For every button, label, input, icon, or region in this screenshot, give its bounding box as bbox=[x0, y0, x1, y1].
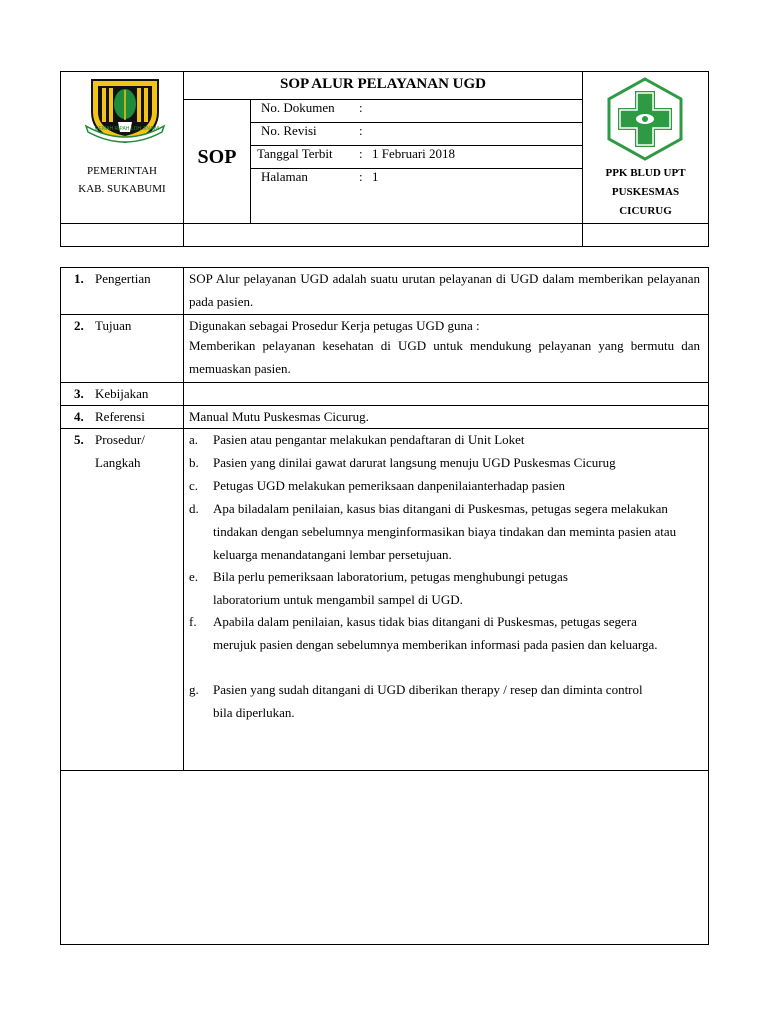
meta-label-halaman: Halaman bbox=[261, 169, 308, 184]
step-d-label: d. bbox=[189, 501, 199, 516]
section-number-4: 4. bbox=[74, 409, 84, 424]
right-org-line1: PPK BLUD UPT bbox=[605, 167, 686, 179]
meta-label-tanggal: Tanggal Terbit bbox=[257, 146, 333, 161]
left-org-line2: KAB. SUKABUMI bbox=[78, 183, 166, 195]
section-number-2: 2. bbox=[74, 318, 84, 333]
section-number-5: 5. bbox=[74, 432, 84, 447]
tujuan-line1: Digunakan sebagai Prosedur Kerja petugas UGD guna : bbox=[189, 318, 480, 333]
sop-label: SOP bbox=[197, 146, 237, 168]
meta-label-dokumen: No. Dokumen bbox=[261, 100, 335, 115]
meta-sep-halaman: : bbox=[359, 169, 363, 184]
pengertian-text: SOP Alur pelayanan UGD adalah suatu urutan pelayanan di UGD dalam memberikan pelayanan pada pasien. bbox=[189, 271, 700, 309]
step-a-text: Pasien atau pengantar melakukan pendaftaran di Unit Loket bbox=[213, 432, 525, 447]
step-c-text: Petugas UGD melakukan pemeriksaan danpenilaianterhadap pasien bbox=[213, 478, 565, 493]
meta-label-revisi: No. Revisi bbox=[261, 123, 317, 138]
section-number-3: 3. bbox=[74, 386, 84, 401]
kabupaten-emblem-icon bbox=[84, 78, 166, 144]
step-a-label: a. bbox=[189, 432, 199, 447]
step-g bbox=[189, 678, 708, 724]
document-title: SOP ALUR PELAYANAN UGD bbox=[279, 76, 486, 92]
meta-value-tanggal: 1 Februari 2018 bbox=[372, 146, 456, 161]
section-number-1: 1. bbox=[74, 271, 84, 286]
step-b-text: Pasien yang dinilai gawat darurat langsung menuju UGD Puskesmas Cicurug bbox=[213, 455, 616, 470]
step-c-label: c. bbox=[189, 478, 199, 493]
section-title-langkah: Langkah bbox=[95, 455, 141, 470]
section-title-kebijakan: Kebijakan bbox=[95, 386, 149, 401]
step-b bbox=[189, 451, 708, 474]
tujuan-line2: Memberikan pelayanan kesehatan di UGD untuk mendukung pelayanan yang bermutu dan memuaskan pasien. bbox=[189, 338, 700, 376]
right-org-line2: PUSKESMAS bbox=[611, 186, 680, 198]
step-g-label: g. bbox=[189, 682, 199, 697]
logo-motto: GEMAH RIPAH LOH JINAWI bbox=[94, 126, 160, 132]
meta-sep-revisi: : bbox=[359, 123, 363, 138]
step-f-label: f. bbox=[189, 614, 197, 629]
step-g-text: Pasien yang sudah ditangani di UGD diberikan therapy / resep dan diminta control bila diperlukan. bbox=[213, 682, 643, 720]
step-f-text: Apabila dalam penilaian, kasus tidak bias ditangani di Puskesmas, petugas segera merujuk pasien dengan sebelumnya memberikan informasi pada pasien dan keluarga. bbox=[213, 614, 658, 652]
step-b-label: b. bbox=[189, 455, 199, 470]
section-title-tujuan: Tujuan bbox=[95, 318, 132, 333]
step-e bbox=[189, 565, 708, 611]
step-f bbox=[189, 610, 708, 679]
section-title-referensi: Referensi bbox=[95, 409, 145, 424]
step-d-text: Apa biladalam penilaian, kasus bias ditangani di Puskesmas, petugas segera melakukan tindakan dengan sebelumnya menginformasikan biaya tindakan dan meminta pasien atau keluarga menandatangani lembar persetujuan. bbox=[213, 501, 677, 562]
step-c bbox=[189, 474, 708, 497]
meta-sep-tanggal: : bbox=[359, 146, 363, 161]
puskesmas-cross-icon bbox=[606, 77, 684, 161]
step-a bbox=[189, 428, 708, 451]
right-org-line3: CICURUG bbox=[619, 205, 672, 217]
referensi-text: Manual Mutu Puskesmas Cicurug. bbox=[189, 409, 369, 424]
left-org-line1: PEMERINTAH bbox=[86, 165, 157, 177]
meta-value-halaman: 1 bbox=[372, 169, 379, 184]
section-title-pengertian: Pengertian bbox=[95, 271, 151, 286]
meta-sep-dokumen: : bbox=[359, 100, 363, 115]
section-title-prosedur: Prosedur/ bbox=[95, 432, 145, 447]
step-e-text: Bila perlu pemeriksaan laboratorium, petugas menghubungi petugas laboratorium untuk mengambil sampel di UGD. bbox=[213, 569, 568, 607]
step-e-label: e. bbox=[189, 569, 199, 584]
step-d bbox=[189, 497, 708, 566]
